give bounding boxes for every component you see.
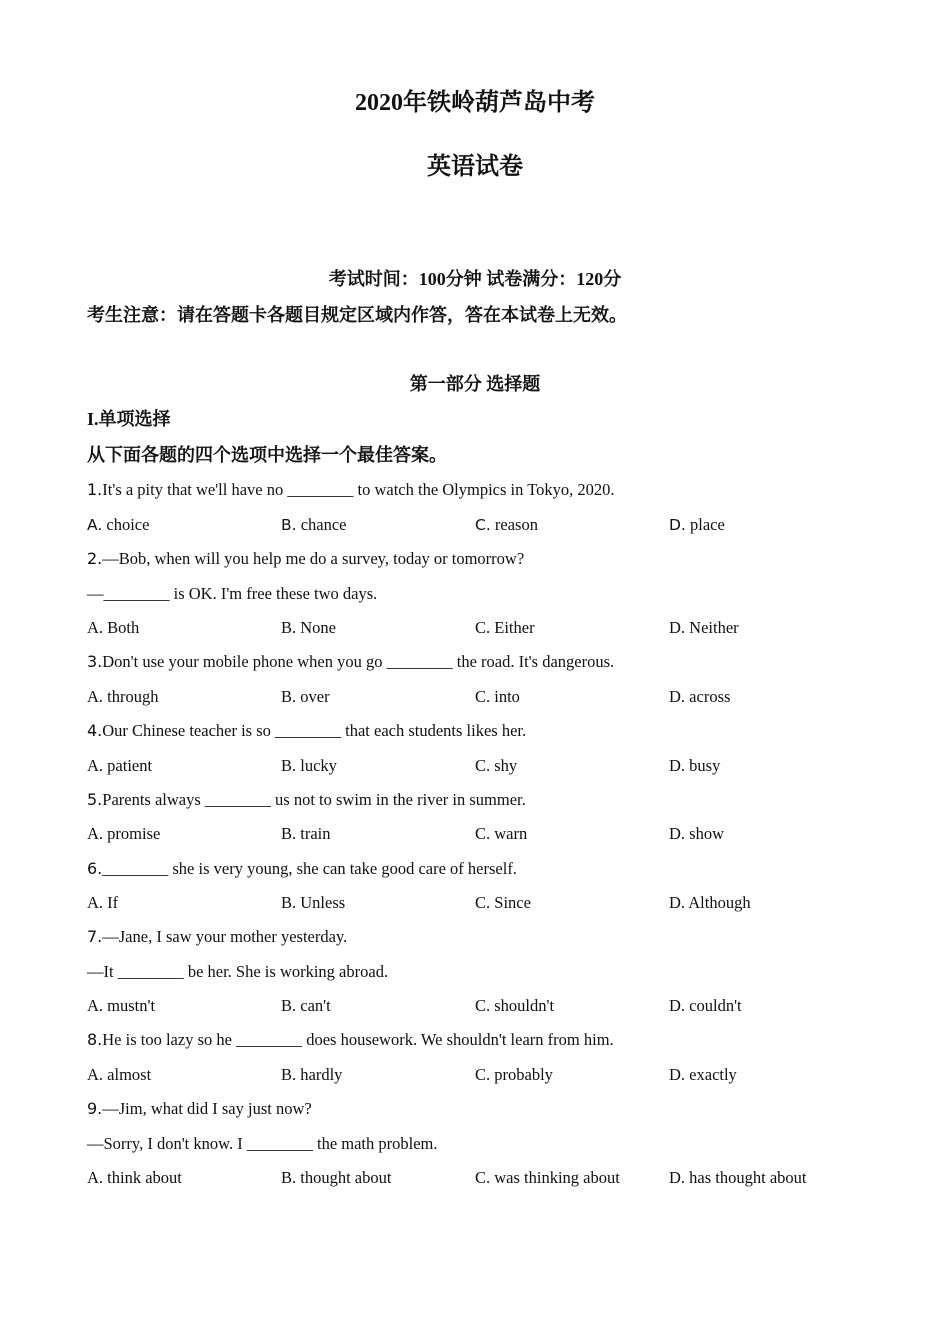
question-number: 2.: [87, 549, 103, 568]
section-heading: I.单项选择: [87, 409, 171, 429]
question-9-options: [87, 1167, 887, 1189]
question-3: [87, 651, 614, 673]
question-number: 9.: [87, 1099, 103, 1118]
question-2-line-2: —________ is OK. I'm free these two days.: [87, 584, 378, 603]
option-c: C. reason: [475, 515, 538, 534]
question-text: Parents always ________ us not to swim in the river in summer.: [102, 790, 526, 809]
option-c: C. warn: [475, 824, 528, 843]
option-b: B. lucky: [281, 756, 337, 775]
question-text: —Bob, when will you help me do a survey, today or tomorrow?: [102, 549, 525, 568]
option-a: A. patient: [87, 756, 153, 775]
question-text: —Jane, I saw your mother yesterday.: [102, 927, 348, 946]
question-4: [87, 720, 526, 742]
option-a: A. promise: [87, 824, 161, 843]
option-a: A. choice: [87, 515, 150, 534]
question-7-line-2: —It ________ be her. She is working abroad.: [87, 962, 389, 981]
option-d: D. has thought about: [669, 1168, 807, 1187]
option-c: C. probably: [475, 1065, 553, 1084]
option-a: A. Both: [87, 618, 140, 637]
option-a: A. through: [87, 687, 159, 706]
question-1: [87, 479, 615, 501]
question-text: —Jim, what did I say just now?: [102, 1099, 312, 1118]
option-c: C. shouldn't: [475, 996, 555, 1015]
option-b: B. over: [281, 687, 330, 706]
option-d: D. place: [669, 515, 725, 534]
question-number: 1.: [87, 480, 103, 499]
option-d: D. Although: [669, 893, 751, 912]
exam-title: 2020年铁岭葫芦岛中考: [355, 90, 595, 116]
question-number: 6.: [87, 859, 103, 878]
question-8-options: [87, 1064, 887, 1086]
question-6: [87, 858, 517, 880]
option-d: D. couldn't: [669, 996, 742, 1015]
option-c: C. shy: [475, 756, 518, 775]
question-2: [87, 548, 524, 570]
option-a: A. think about: [87, 1168, 182, 1187]
question-9-line-2: —Sorry, I don't know. I ________ the math problem.: [87, 1134, 438, 1153]
option-b: B. Unless: [281, 893, 346, 912]
question-text: ________ she is very young, she can take good care of herself.: [102, 859, 517, 878]
option-d: D. show: [669, 824, 725, 843]
option-a: A. If: [87, 893, 119, 912]
part-title: 第一部分 选择题: [409, 374, 541, 394]
question-8: [87, 1029, 614, 1051]
question-4-options: [87, 755, 887, 777]
question-3-options: [87, 686, 887, 708]
question-2-options: [87, 617, 887, 639]
question-number: 8.: [87, 1030, 103, 1049]
option-b: B. chance: [281, 515, 347, 534]
question-7-options: [87, 995, 887, 1017]
exam-notice: 考生注意：请在答题卡各题目规定区域内作答，答在本试卷上无效。: [87, 305, 627, 325]
question-5-options: [87, 823, 887, 845]
option-d: D. Neither: [669, 618, 739, 637]
question-number: 3.: [87, 652, 103, 671]
question-number: 4.: [87, 721, 103, 740]
option-b: B. None: [281, 618, 337, 637]
question-number: 7.: [87, 927, 103, 946]
question-5: [87, 789, 526, 811]
question-text: It's a pity that we'll have no ________ to watch the Olympics in Tokyo, 2020.: [102, 480, 615, 499]
option-d: D. exactly: [669, 1065, 737, 1084]
option-b: B. train: [281, 824, 331, 843]
question-9: [87, 1098, 312, 1120]
exam-info: 考试时间：100分钟 试卷满分：120分: [328, 269, 622, 289]
question-6-options: [87, 892, 887, 914]
option-a: A. mustn't: [87, 996, 156, 1015]
question-text: Our Chinese teacher is so ________ that each students likes her.: [102, 721, 527, 740]
section-instruction: 从下面各题的四个选项中选择一个最佳答案。: [87, 445, 447, 465]
option-c: C. Since: [475, 893, 531, 912]
question-text: He is too lazy so he ________ does housework. We shouldn't learn from him.: [102, 1030, 614, 1049]
option-c: C. into: [475, 687, 520, 706]
question-7: [87, 926, 347, 948]
option-a: A. almost: [87, 1065, 152, 1084]
option-c: C. Either: [475, 618, 535, 637]
option-c: C. was thinking about: [475, 1168, 620, 1187]
exam-subtitle: 英语试卷: [427, 154, 523, 180]
option-d: D. across: [669, 687, 731, 706]
question-number: 5.: [87, 790, 103, 809]
question-1-options: [87, 514, 887, 536]
option-b: B. hardly: [281, 1065, 343, 1084]
question-text: Don't use your mobile phone when you go ________ the road. It's dangerous.: [102, 652, 615, 671]
option-b: B. thought about: [281, 1168, 392, 1187]
option-b: B. can't: [281, 996, 331, 1015]
option-d: D. busy: [669, 756, 721, 775]
